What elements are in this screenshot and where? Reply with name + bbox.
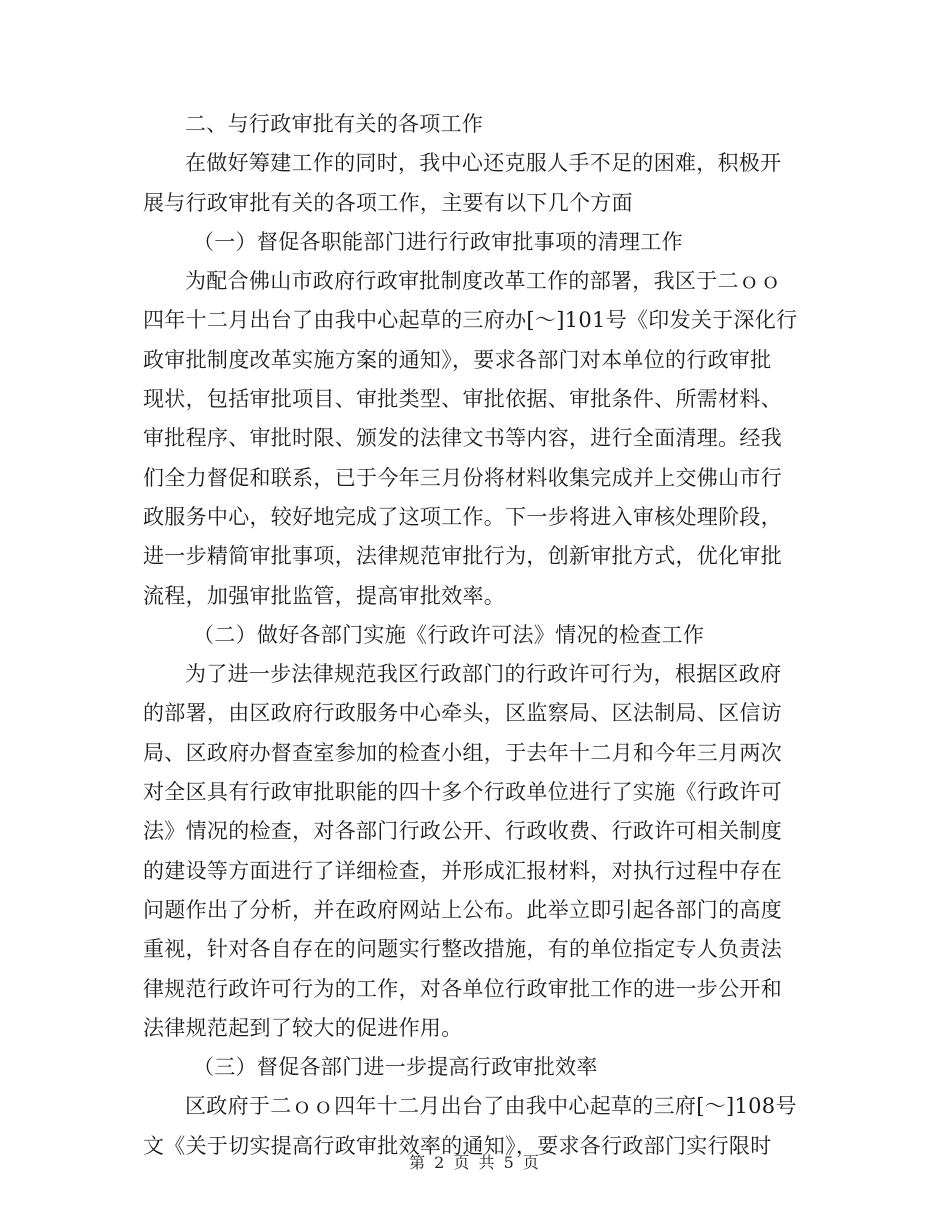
subsection-heading: （三）督促各部门进一步提高行政审批效率 — [193, 1055, 598, 1080]
subsection-heading: （一）督促各职能部门进行行政审批事项的清理工作 — [193, 229, 683, 254]
paragraph-line: 重视，针对各自存在的问题实行整改措施，有的单位指定专人负责法 — [143, 937, 782, 962]
page-number-footer: 第 2 页 共 5 页 — [409, 1153, 541, 1172]
paragraph-line: 问题作出了分析，并在政府网站上公布。此举立即引起各部门的高度 — [143, 897, 782, 922]
paragraph-line: 对全区具有行政审批职能的四十多个行政单位进行了实施《行政许可 — [143, 780, 782, 805]
paragraph-line: 进一步精简审批事项，法律规范审批行为，创新审批方式，优化审批 — [143, 544, 782, 569]
paragraph-line: 审批程序、审批时限、颁发的法律文书等内容，进行全面清理。经我 — [143, 426, 782, 451]
paragraph-line: 四年十二月出台了由我中心起草的三府办[～]101号《印发关于深化行 — [143, 308, 798, 333]
paragraph-line: 的部署，由区政府行政服务中心牵头，区监察局、区法制局、区信访 — [143, 701, 782, 726]
paragraph-line: 现状，包括审批项目、审批类型、审批依据、审批条件、所需材料、 — [143, 387, 782, 412]
document-body — [143, 105, 803, 1166]
paragraph-line: 法律规范起到了较大的促进作用。 — [143, 1015, 463, 1040]
subsection-heading: （二）做好各部门实施《行政许可法》情况的检查工作 — [193, 622, 705, 647]
paragraph-line: 文《关于切实提高行政审批效率的通知》，要求各行政部门实行限时 — [143, 1133, 772, 1158]
paragraph-line: 们全力督促和联系，已于今年三月份将材料收集完成并上交佛山市行 — [143, 465, 782, 490]
section-heading: 二、与行政审批有关的各项工作 — [185, 112, 484, 136]
paragraph-line: 局、区政府办督查室参加的检查小组，于去年十二月和今年三月两次 — [143, 740, 782, 765]
paragraph-line: 律规范行政许可行为的工作，对各单位行政审批工作的进一步公开和 — [143, 976, 782, 1001]
paragraph-line: 的建设等方面进行了详细检查，并形成汇报材料，对执行过程中存在 — [143, 858, 782, 883]
paragraph-line: 展与行政审批有关的各项工作，主要有以下几个方面 — [143, 190, 633, 215]
paragraph-line: 政审批制度改革实施方案的通知》，要求各部门对本单位的行政审批 — [143, 347, 772, 372]
paragraph-line: 在做好筹建工作的同时，我中心还克服人手不足的困难，积极开 — [185, 151, 782, 176]
paragraph-line: 政服务中心，较好地完成了这项工作。下一步将进入审核处理阶段， — [143, 504, 782, 529]
paragraph-line: 为配合佛山市政府行政审批制度改革工作的部署，我区于二ｏｏ — [185, 269, 782, 294]
paragraph-line: 区政府于二ｏｏ四年十二月出台了由我中心起草的三府[～]108号 — [185, 1094, 797, 1119]
paragraph-line: 为了进一步法律规范我区行政部门的行政许可行为，根据区政府 — [185, 662, 782, 687]
paragraph-line: 流程，加强审批监管，提高审批效率。 — [143, 583, 506, 608]
paragraph-line: 法》情况的检查，对各部门行政公开、行政收费、行政许可相关制度 — [143, 819, 782, 844]
